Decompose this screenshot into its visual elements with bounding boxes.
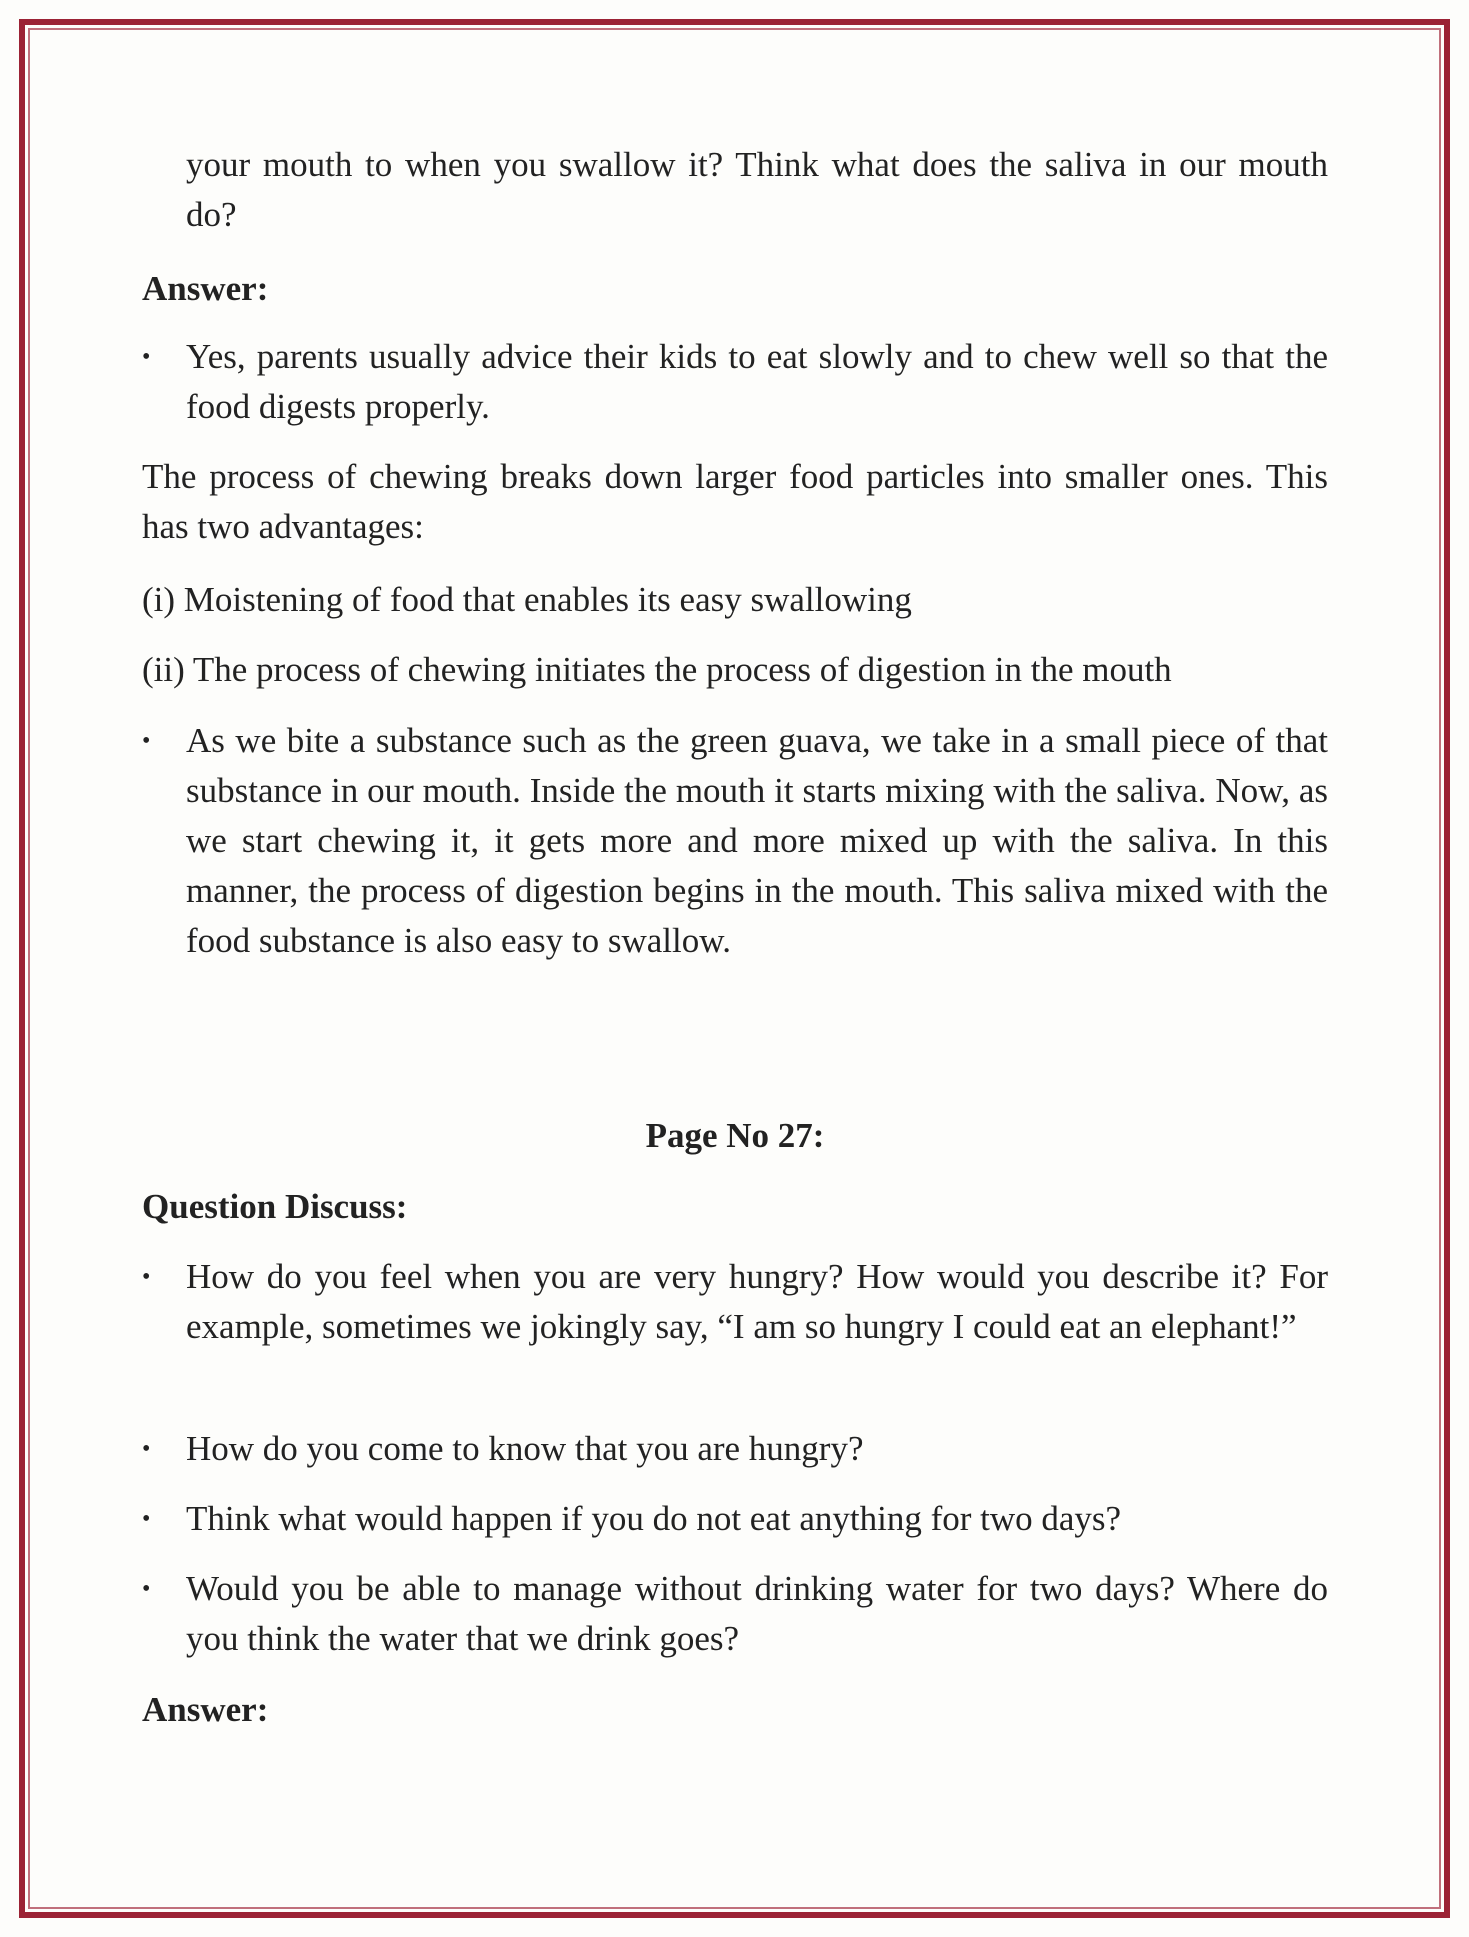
question-item xyxy=(142,1494,1328,1544)
list-item-text: Yes, parents usually advice their kids to eat slowly and to chew well so that the food digests properly. xyxy=(186,337,1328,426)
question-item xyxy=(142,1424,1328,1474)
paragraph: The process of chewing breaks down larger food particles into smaller ones. This has two advantages: xyxy=(142,457,1328,546)
bullet-icon: • xyxy=(142,1264,151,1290)
page-number-heading: Page No 27: xyxy=(645,1116,825,1155)
question-item xyxy=(142,1564,1328,1664)
bullet-icon: • xyxy=(142,1506,151,1532)
bullet-icon: • xyxy=(142,1436,151,1462)
answer-heading: Answer: xyxy=(142,269,269,308)
bullet-icon: • xyxy=(142,344,151,370)
answer-heading: Answer: xyxy=(142,1690,269,1729)
question-text: Think what would happen if you do not eat anything for two days? xyxy=(186,1499,1122,1538)
question-text: your mouth to when you swallow it? Think what does the saliva in our mouth do? xyxy=(186,145,1328,234)
list-item xyxy=(142,716,1328,966)
question-text: How do you feel when you are very hungry? How would you describe it? For example, sometimes we jokingly say, “I am so hungry I could eat an elephant!” xyxy=(186,1257,1328,1346)
point-ii: (ii) The process of chewing initiates the process of digestion in the mouth xyxy=(142,650,1172,689)
list-item-text: As we bite a substance such as the green guava, we take in a small piece of that substance in our mouth. Inside the mouth it starts mixing with the saliva. Now, as we start chewing it, it gets more and more mixed up with the saliva. In this manner, the process of digestion begins in the mouth. This saliva mixed with the food substance is also easy to swallow. xyxy=(186,721,1328,960)
bullet-icon: • xyxy=(142,1576,151,1602)
question-continuation xyxy=(142,140,1328,240)
bullet-icon: • xyxy=(142,728,151,754)
point-i: (i) Moistening of food that enables its easy swallowing xyxy=(142,580,912,619)
question-heading: Question Discuss: xyxy=(142,1187,408,1226)
question-item xyxy=(142,1252,1328,1352)
list-item xyxy=(142,332,1328,432)
question-text: How do you come to know that you are hungry? xyxy=(186,1429,864,1468)
question-text: Would you be able to manage without drinking water for two days? Where do you think the water that we drink goes? xyxy=(186,1569,1328,1658)
